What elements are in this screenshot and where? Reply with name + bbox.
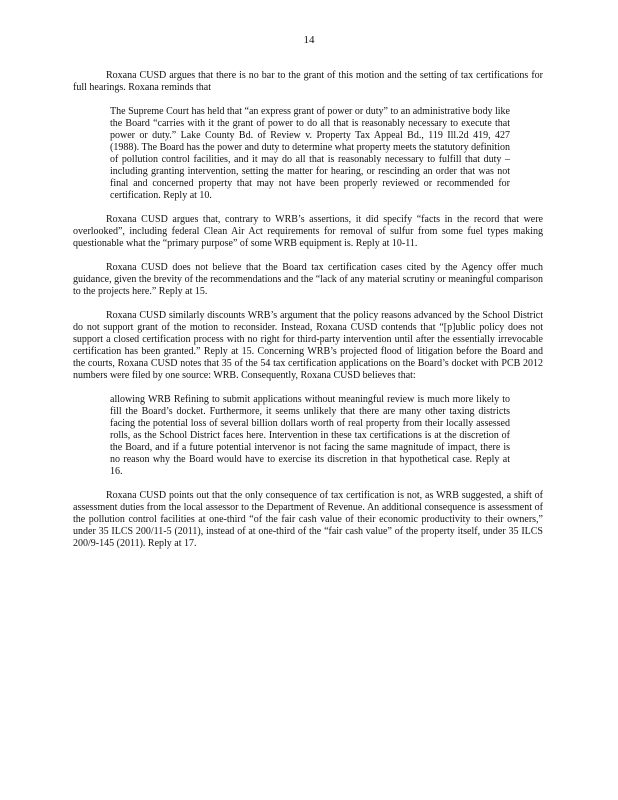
block-quote-wrb-refining: allowing WRB Refining to submit applications without meaningful review is much more likely to fill the Board’s docket. Furthermore, it seems unlikely that there are many other taxing districts facing the potential loss of several billion dollars worth of real property from their locally assessed rolls, as the School District faces here. Intervention in these tax certifications is at the discretion of the Board, and if a future potential intervenor is not facing the same magnitude of impact, there is no reason why the Board would have to exercise its discretion in that hypothetical case. Reply at 16. [110, 394, 510, 477]
paragraph-facts-overlooked: Roxana CUSD argues that, contrary to WRB’s assertions, it did specify “facts in the record that were overlooked”, including federal Clean Air Act requirements for removal of sulfur from some fuel types making questionable what the “primary purpose” of some WRB equipment is. Reply at 10-11. [73, 214, 543, 249]
block-quote-supreme-court: The Supreme Court has held that “an express grant of power or duty” to an administrative body like the Board “carries with it the grant of power to do all that is reasonably necessary to execute that power or duty.” Lake County Bd. of Review v. Property Tax Appeal Bd., 119 Ill.2d 419, 427 (1988). The Board has the power and duty to determine what property meets the statutory definition of pollution control facilities, and it may do all that is reasonably necessary to fulfill that duty – including granting intervention, setting the matter for hearing, or rescinding an order that was not final and concerned property that may not have been properly reviewed or recommended for certification. Reply at 10. [110, 106, 510, 201]
page-number: 14 [303, 34, 315, 46]
document-body [73, 70, 543, 562]
paragraph-agency-cases: Roxana CUSD does not believe that the Board tax certification cases cited by the Agency offer much guidance, given the brevity of the recommendations and the “lack of any material scrutiny or meaningful comparison to the projects here.” Reply at 15. [73, 262, 543, 297]
paragraph-intro: Roxana CUSD argues that there is no bar to the grant of this motion and the setting of tax certifications for full hearings. Roxana reminds that [73, 70, 543, 93]
paragraph-consequence: Roxana CUSD points out that the only consequence of tax certification is not, as WRB suggested, a shift of assessment duties from the local assessor to the Department of Revenue. An additional consequence is assessment of the pollution control facilities at one-third “of the fair cash value of their economic productivity to their owners,” under 35 ILCS 200/11-5 (2011), instead of at one-third of the “fair cash value” of the property itself, under 35 ILCS 200/9-145 (2011). Reply at 17. [73, 490, 543, 549]
paragraph-policy-reasons: Roxana CUSD similarly discounts WRB’s argument that the policy reasons advanced by the School District do not support grant of the motion to reconsider. Instead, Roxana CUSD contends that “[p]ublic policy does not support a closed certification process with no right for third-party intervention until after the essentially irrevocable certification has been granted.” Reply at 15. Concerning WRB’s projected flood of litigation before the Board and the courts, Roxana CUSD notes that 35 of the 54 tax certification applications on the Board’s docket with PCB 2012 numbers were filed by one source: WRB. Consequently, Roxana CUSD believes that: [73, 310, 543, 381]
